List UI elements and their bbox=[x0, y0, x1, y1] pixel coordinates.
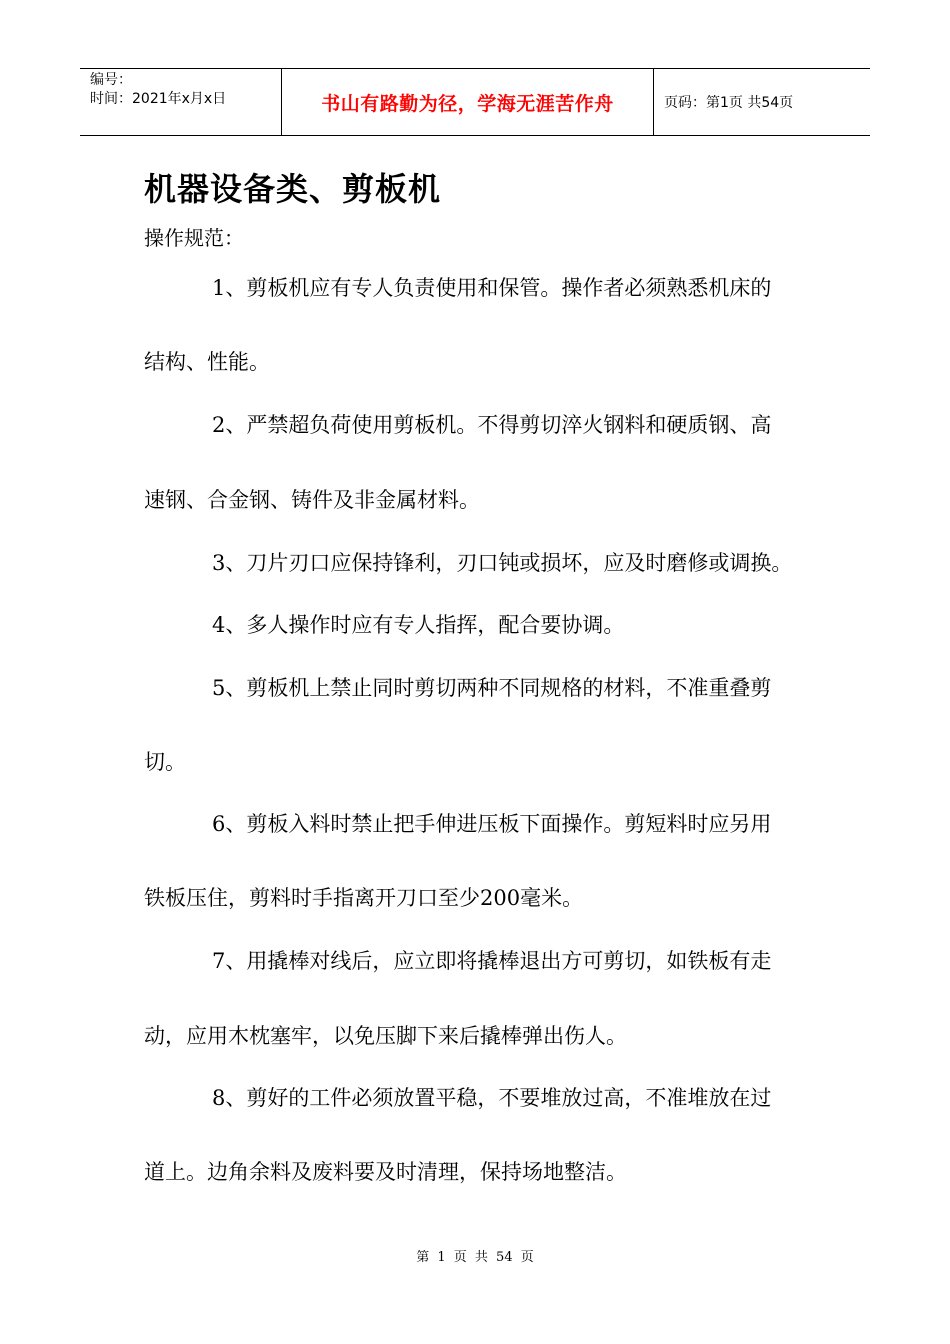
header-page-cell bbox=[654, 69, 870, 135]
paragraph-line: 切。 bbox=[144, 750, 186, 774]
section-label: 操作规范： bbox=[144, 226, 244, 250]
paragraph-line: 结构、性能。 bbox=[144, 350, 270, 374]
paragraph-line: 5、剪板机上禁止同时剪切两种不同规格的材料，不准重叠剪 bbox=[212, 676, 772, 700]
paragraph-line: 2、严禁超负荷使用剪板机。不得剪切淬火钢料和硬质钢、高 bbox=[212, 413, 772, 437]
number-label: 编号： bbox=[90, 72, 132, 88]
paragraph-line: 速钢、合金钢、铸件及非金属材料。 bbox=[144, 488, 480, 512]
paragraph-line: 道上。边角余料及废料要及时清理，保持场地整洁。 bbox=[144, 1160, 627, 1184]
time-label: 时间：2021年x月x日 bbox=[90, 91, 227, 107]
page-footer: 第 1 页 共 54 页 bbox=[416, 1250, 534, 1265]
header-meta-cell bbox=[80, 69, 282, 135]
page-info: 页码：第1页 共54页 bbox=[664, 95, 794, 111]
paragraph-line: 6、剪板入料时禁止把手伸进压板下面操作。剪短料时应另用 bbox=[212, 812, 772, 836]
header-motto-cell bbox=[282, 69, 654, 135]
page-title: 机器设备类、剪板机 bbox=[144, 170, 442, 208]
paragraph-line: 动，应用木枕塞牢，以免压脚下来后撬棒弹出伤人。 bbox=[144, 1024, 627, 1048]
paragraph-line: 8、剪好的工件必须放置平稳，不要堆放过高，不准堆放在过 bbox=[212, 1086, 772, 1110]
paragraph-line: 3、刀片刃口应保持锋利，刃口钝或损坏，应及时磨修或调换。 bbox=[212, 551, 793, 575]
header-table bbox=[80, 68, 870, 136]
paragraph-line: 4、多人操作时应有专人指挥，配合要协调。 bbox=[212, 613, 625, 637]
motto-text: 书山有路勤为径，学海无涯苦作舟 bbox=[321, 92, 614, 115]
paragraph-line: 7、用撬棒对线后，应立即将撬棒退出方可剪切，如铁板有走 bbox=[212, 949, 772, 973]
paragraph-line: 铁板压住，剪料时手指离开刀口至少200毫米。 bbox=[144, 886, 584, 910]
paragraph-line: 1、剪板机应有专人负责使用和保管。操作者必须熟悉机床的 bbox=[212, 276, 772, 300]
